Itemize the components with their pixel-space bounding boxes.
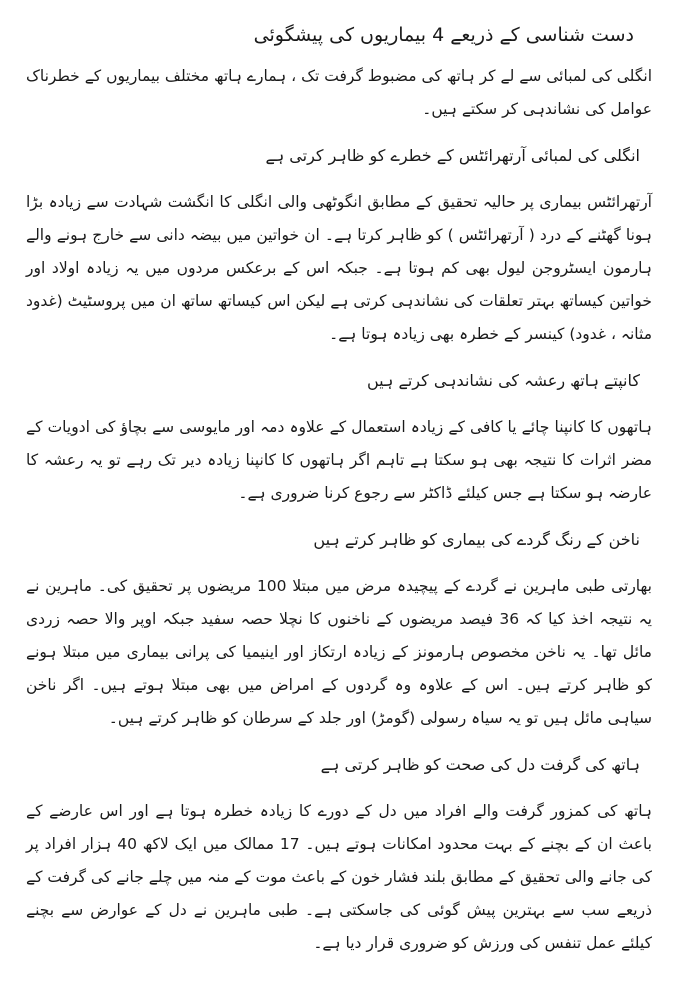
section-heading-nail-color: ناخن کے رنگ گردے کی بیماری کو ظاہر کرتے ہیں (313, 530, 640, 549)
section-heading-hand-grip: ہاتھ کی گرفت دل کی صحت کو ظاہر کرتی ہے (320, 755, 640, 774)
article-title: دست شناسی کے ذریعے 4 بیماریوں کی پیشگوئی (253, 24, 634, 46)
section-body-nail-color: بھارتی طبی ماہرین نے گردے کے پیچیدہ مرض میں مبتلا 100 مریضوں پر تحقیق کی۔ ماہرین نے یہ نتیجہ اخذ کیا کہ 36 فیصد مریضوں کے ناخنوں کا نچلا حصہ سفید جبکہ اوپر والا حصہ زردی مائل تھا۔ یہ ناخن مخصوص ہارمونز کے زیادہ ارتکاز اور اینیمیا کی پرانی بیماری میں مبتلا ہونے کو ظاہر کرتے ہیں۔ اس کے علاوہ وہ گردوں کے امراض میں بھی مبتلا ہوتے ہیں۔ اگر ناخن سیاہی مائل ہیں تو یہ سیاہ رسولی (گومڑ) اور جلد کے سرطان کو ظاہر کرتے ہیں۔ (26, 577, 653, 727)
section-body-trembling-hands: ہاتھوں کا کانپنا چائے یا کافی کے زیادہ استعمال کے علاوہ دمہ اور مایوسی سے بچاؤ کی ادویات کے مضر اثرات کا نتیجہ بھی ہو سکتا ہے تاہم اگر ہاتھوں کا کانپنا زیادہ دیر تک رہے تو یہ رعشہ کا عارضہ ہو سکتا ہے جس کیلئے ڈاکٹر سے رجوع کرنا ضروری ہے۔ (26, 418, 652, 502)
section-body-hand-grip: ہاتھ کی کمزور گرفت والے افراد میں دل کے دورے کا زیادہ خطرہ ہوتا ہے اور اس عارضے کے باعث ان کے بچنے کے بہت محدود امکانات ہوتے ہیں۔ 17 ممالک میں ایک لاکھ 40 ہزار افراد پر کی جانے والی تحقیق کے مطابق بلند فشار خون کے باعث موت کے منہ میں چلے جانے کی گرفت کے ذریعے سب سے بہترین پیش گوئی کی جاسکتی ہے۔ طبی ماہرین نے دل کے عوارض سے بچنے کیلئے عمل تنفس کی ورزش کو ضروری قرار دیا ہے۔ (26, 802, 652, 952)
article-intro: انگلی کی لمبائی سے لے کر ہاتھ کی مضبوط گرفت تک ، ہمارے ہاتھ مختلف بیماریوں کے خطرناک عوامل کی نشاندہی کر سکتے ہیں۔ (26, 67, 652, 118)
section-heading-finger-length: انگلی کی لمبائی آرتھرائٹس کے خطرے کو ظاہر کرتی ہے (265, 146, 640, 165)
article (26, 22, 652, 976)
section-body-finger-length: آرتھرائٹس بیماری پر حالیہ تحقیق کے مطابق انگوٹھی والی انگلی کا انگشت شہادت سے زیادہ بڑا ہونا گھٹنے کے درد ( آرتھرائٹس ) کو ظاہر کرتا ہے۔ ان خواتین میں بیضہ دانی سے خارج ہونے والے ہارمون ایسٹروجن لیول بھی کم ہوتا ہے۔ جبکہ اس کے برعکس مردوں میں یہ زیادہ اولاد اور خواتین کیساتھ بہتر تعلقات کی نشاندہی کرتی ہے لیکن اس کیساتھ ساتھ ان میں پروسٹیٹ (غدود مثانہ ، غدود) کینسر کے خطرہ بھی زیادہ ہوتا ہے۔ (26, 193, 652, 343)
section-heading-trembling-hands: کانپتے ہاتھ رعشہ کی نشاندہی کرتے ہیں (367, 371, 640, 390)
